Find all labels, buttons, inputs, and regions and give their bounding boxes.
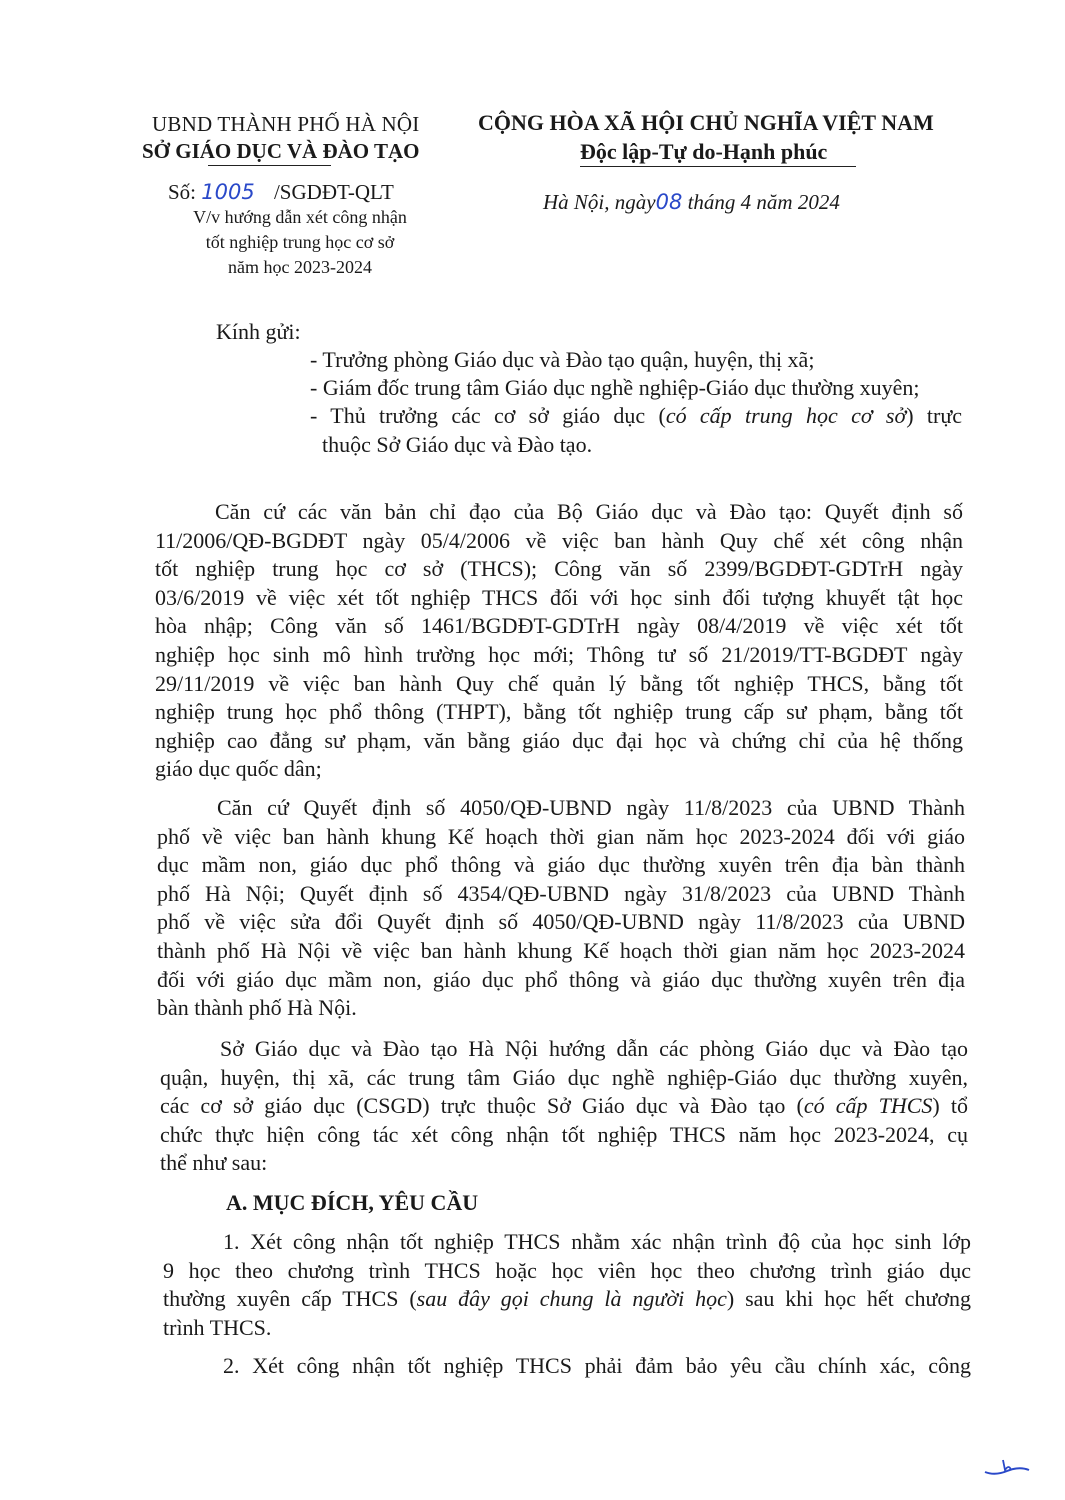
text-line: nghiệp học sinh mô hình trường học mới; Thông tư số 21/2019/TT-BGDĐT ngày: [155, 641, 963, 667]
recipient-item-3: [310, 402, 962, 431]
text-line: các cơ sở giáo dục (CSGD) trực thuộc Sở Giáo dục và Đào tạo (có cấp THCS) tổ: [160, 1093, 968, 1119]
text-line: nghiệp trung học phổ thông (THPT), bằng tốt nghiệp trung cấp sư phạm, bằng tốt: [155, 699, 963, 725]
text-line: Sở Giáo dục và Đào tạo Hà Nội hướng dẫn các phòng Giáo dục và Đào tạo: [220, 1036, 968, 1061]
text-line: dục mầm non, giáo dục phổ thông và giáo dục thường xuyên trên địa bàn thành: [157, 852, 965, 878]
text-line: đối với giáo dục mầm non, giáo dục phổ thông và giáo dục thường xuyên trên địa: [157, 966, 965, 992]
doc-number-prefix: Số:: [168, 180, 197, 204]
section-a-item-2: [163, 1352, 971, 1381]
recipient-item-3-line1: - Thủ trưởng các cơ sở giáo dục (có cấp trung học cơ sở) trực: [310, 403, 963, 428]
text-line: 9 học theo chương trình THCS hoặc học viên học theo chương trình giáo dục: [163, 1257, 971, 1283]
text-line: hòa nhập; Công văn số 1461/BGDĐT-GDTrH ngày 08/4/2019 về việc xét tốt: [155, 613, 963, 639]
doc-number-handwritten: 1005: [201, 180, 255, 204]
paragraph-guidance: [160, 1035, 968, 1178]
date-prefix: Hà Nội, ngày: [543, 190, 656, 214]
recipient-item-1: - Trưởng phòng Giáo dục và Đào tạo quận, huyện, thị xã;: [310, 347, 815, 372]
text-line: tốt nghiệp trung học cơ sở (THCS); Công văn số 2399/BGDĐT-GDTrH ngày: [155, 556, 963, 582]
motto-underline: [580, 166, 856, 167]
doc-number-suffix: /SGDĐT-QLT: [273, 180, 394, 204]
section-a-heading: A. MỤC ĐÍCH, YÊU CẦU: [226, 1190, 479, 1215]
text-line: 29/11/2019 về việc ban hành Quy chế quản lý bằng tốt nghiệp THCS, bằng tốt: [155, 670, 963, 696]
subject-line-2: tốt nghiệp trung học cơ sở: [205, 232, 395, 252]
document-number: [168, 180, 394, 205]
subject-line-3: năm học 2023-2024: [228, 257, 372, 277]
document-date: [543, 190, 840, 215]
paragraph-legal-basis-2: [157, 794, 965, 1023]
text-line: quận, huyện, thị xã, các trung tâm Giáo dục nghề nghiệp-Giáo dục thường xuyên,: [160, 1064, 968, 1090]
org-underline: [208, 165, 331, 166]
text-line: 11/2006/QĐ-BGDĐT ngày 05/4/2006 về việc ban hành Quy chế xét công nhận: [155, 527, 963, 553]
text-line: trình THCS.: [163, 1314, 272, 1340]
text-line: 2. Xét công nhận tốt nghiệp THCS phải đảm bảo yêu cầu chính xác, công: [223, 1353, 971, 1378]
text-line: phố về việc ban hành khung Kế hoạch thời gian năm học 2023-2024 đối với giáo: [157, 823, 965, 849]
text-line: phố về việc sửa đổi Quyết định số 4050/QĐ-UBND ngày 11/8/2023 của UBND: [157, 909, 965, 935]
org-name-line1: UBND THÀNH PHỐ HÀ NỘI: [152, 112, 420, 136]
text-line: 1. Xét công nhận tốt nghiệp THCS nhằm xác nhận trình độ của học sinh lớp: [223, 1229, 971, 1254]
date-day-handwritten: 08: [655, 190, 683, 214]
text-line: chức thực hiện công tác xét công nhận tốt nghiệp THCS năm học 2023-2024, cụ: [160, 1121, 968, 1147]
text-line: Căn cứ Quyết định số 4050/QĐ-UBND ngày 11/8/2023 của UBND Thành: [217, 795, 965, 820]
paragraph-legal-basis-1: [155, 498, 963, 784]
text-line: thể như sau:: [160, 1150, 268, 1176]
text-line: phố Hà Nội; Quyết định số 4354/QĐ-UBND ngày 31/8/2023 của UBND Thành: [157, 880, 965, 906]
org-name-line2: SỞ GIÁO DỤC VÀ ĐÀO TẠO: [142, 139, 420, 163]
initials-mark-icon: [983, 1456, 1031, 1480]
text-line: 03/6/2019 về việc xét tốt nghiệp THCS đối với học sinh đối tượng khuyết tật học: [155, 584, 963, 610]
national-motto: Độc lập-Tự do-Hạnh phúc: [580, 139, 828, 164]
text-line: Căn cứ các văn bản chỉ đạo của Bộ Giáo dục và Đào tạo: Quyết định số: [215, 499, 963, 524]
recipients-label: Kính gửi:: [216, 319, 301, 344]
text-line: bàn thành phố Hà Nội.: [157, 995, 357, 1021]
text-line: thường xuyên cấp THCS (sau đây gọi chung là người học) sau khi học hết chương: [163, 1286, 971, 1312]
text-line: thành phố Hà Nội về việc ban hành khung Kế hoạch thời gian năm học 2023-2024: [157, 937, 965, 963]
text-line: giáo dục quốc dân;: [155, 756, 322, 782]
recipient-item-3-line2: thuộc Sở Giáo dục và Đào tạo.: [322, 432, 593, 457]
date-suffix: tháng 4 năm 2024: [687, 190, 840, 214]
text-line: nghiệp cao đẳng sư phạm, văn bằng giáo dục đại học và chứng chỉ của hệ thống: [155, 727, 963, 753]
subject-line-1: V/v hướng dẫn xét công nhận: [193, 207, 407, 227]
recipient-item-2: - Giám đốc trung tâm Giáo dục nghề nghiệp-Giáo dục thường xuyên;: [310, 375, 920, 400]
national-title: CỘNG HÒA XÃ HỘI CHỦ NGHĨA VIỆT NAM: [478, 110, 934, 135]
section-a-item-1: [163, 1228, 971, 1342]
